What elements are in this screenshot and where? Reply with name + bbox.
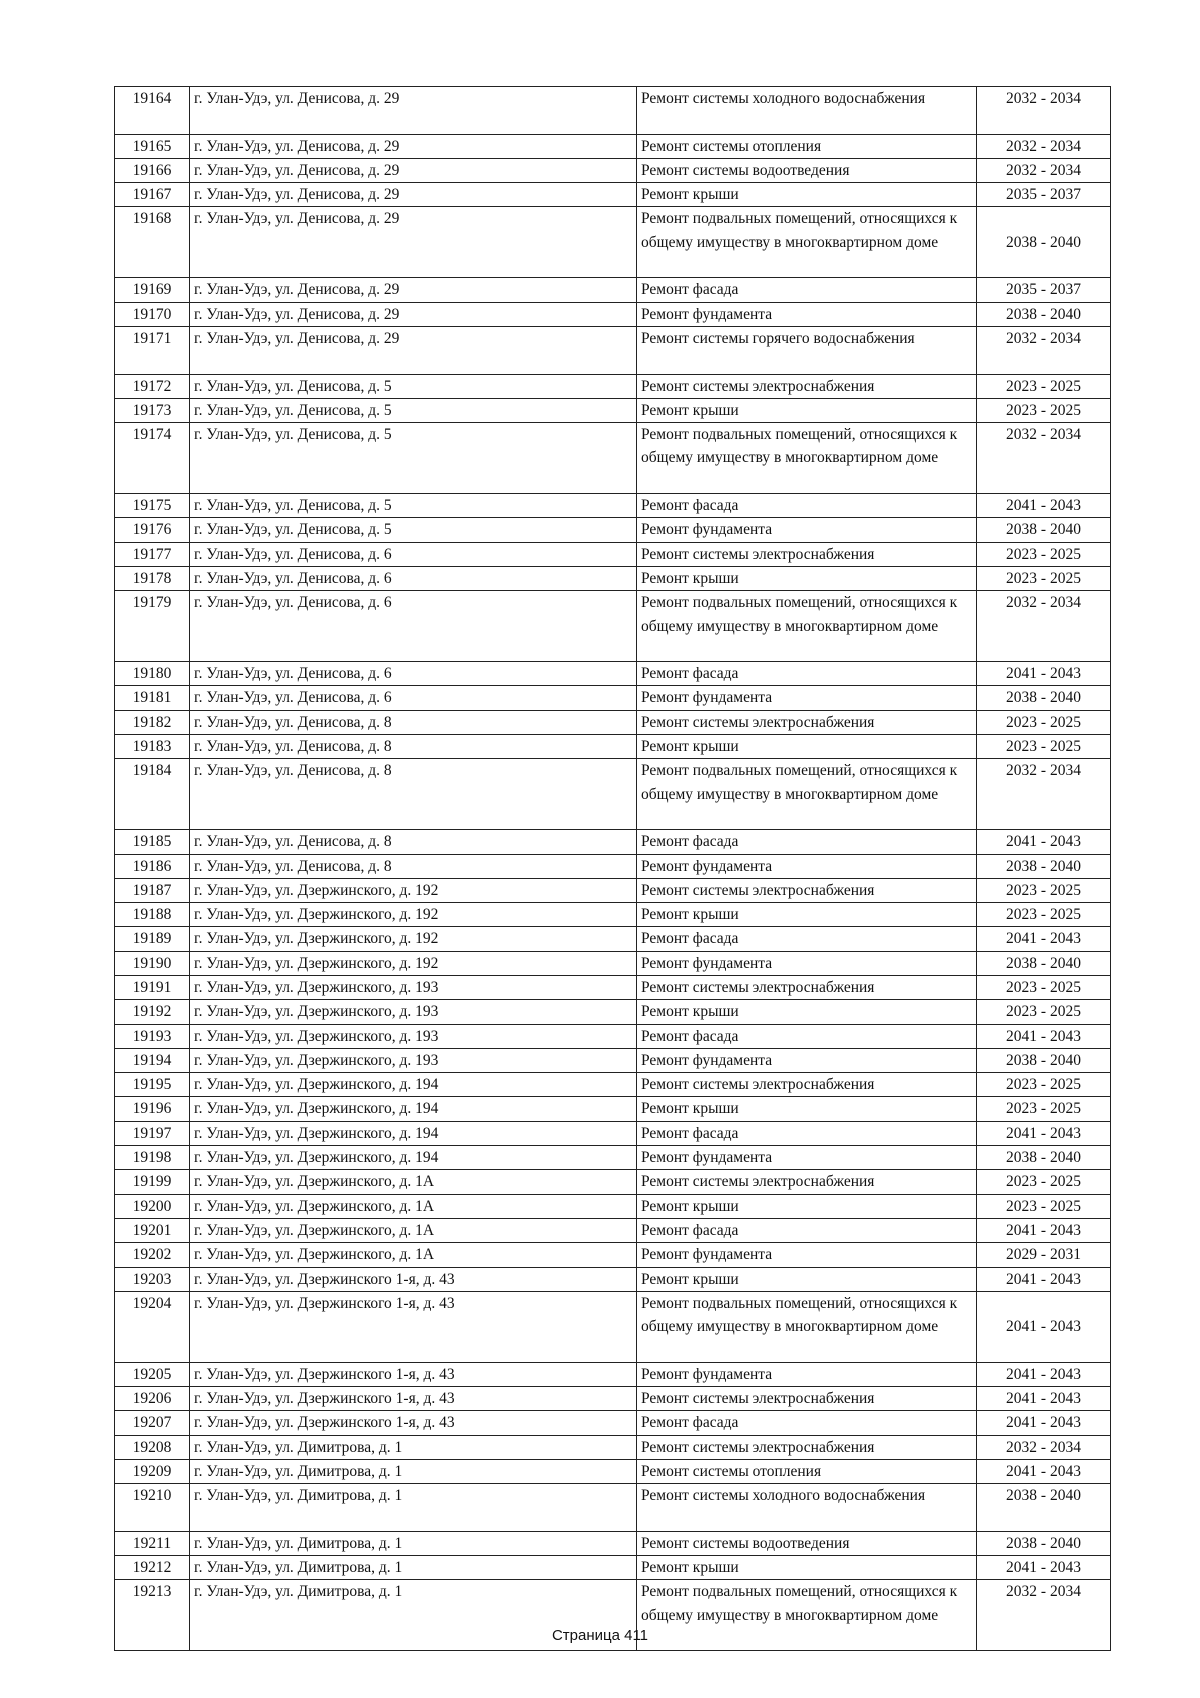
row-period: 2032 - 2034 xyxy=(977,1580,1111,1651)
row-number: 19184 xyxy=(115,759,190,830)
row-address: г. Улан-Удэ, ул. Дзержинского, д. 194 xyxy=(190,1121,637,1145)
row-number: 19179 xyxy=(115,591,190,662)
row-address: г. Улан-Удэ, ул. Дзержинского, д. 193 xyxy=(190,1024,637,1048)
row-period: 2023 - 2025 xyxy=(977,878,1111,902)
table-row xyxy=(115,1097,1111,1121)
row-work-type: Ремонт фундамента xyxy=(637,951,977,975)
row-work-type: Ремонт фасада xyxy=(637,278,977,302)
table-row xyxy=(115,1531,1111,1555)
row-address: г. Улан-Удэ, ул. Денисова, д. 29 xyxy=(190,87,637,135)
row-address: г. Улан-Удэ, ул. Денисова, д. 5 xyxy=(190,398,637,422)
row-number: 19196 xyxy=(115,1097,190,1121)
row-work-type: Ремонт системы электроснабжения xyxy=(637,1387,977,1411)
row-address: г. Улан-Удэ, ул. Денисова, д. 29 xyxy=(190,183,637,207)
row-number: 19182 xyxy=(115,710,190,734)
row-number: 19171 xyxy=(115,326,190,374)
row-work-type: Ремонт крыши xyxy=(637,1000,977,1024)
row-address: г. Улан-Удэ, ул. Денисова, д. 8 xyxy=(190,735,637,759)
table-row xyxy=(115,1435,1111,1459)
row-address: г. Улан-Удэ, ул. Дзержинского, д. 192 xyxy=(190,951,637,975)
row-number: 19168 xyxy=(115,207,190,278)
table-row xyxy=(115,1048,1111,1072)
table-row xyxy=(115,1267,1111,1291)
row-number: 19185 xyxy=(115,830,190,854)
table-row xyxy=(115,1484,1111,1532)
row-number: 19175 xyxy=(115,494,190,518)
row-period: 2041 - 2043 xyxy=(977,1411,1111,1435)
row-period: 2041 - 2043 xyxy=(977,662,1111,686)
row-number: 19201 xyxy=(115,1218,190,1242)
row-work-type: Ремонт фундамента xyxy=(637,854,977,878)
table-row xyxy=(115,710,1111,734)
row-period: 2041 - 2043 xyxy=(977,1267,1111,1291)
row-address: г. Улан-Удэ, ул. Денисова, д. 29 xyxy=(190,326,637,374)
row-work-type: Ремонт крыши xyxy=(637,183,977,207)
row-period: 2023 - 2025 xyxy=(977,1073,1111,1097)
table-row xyxy=(115,1411,1111,1435)
table-row xyxy=(115,1170,1111,1194)
row-address: г. Улан-Удэ, ул. Дзержинского 1-я, д. 43 xyxy=(190,1267,637,1291)
row-address: г. Улан-Удэ, ул. Дзержинского, д. 193 xyxy=(190,1048,637,1072)
row-work-type: Ремонт системы электроснабжения xyxy=(637,975,977,999)
row-number: 19164 xyxy=(115,87,190,135)
row-period: 2023 - 2025 xyxy=(977,1170,1111,1194)
row-period: 2038 - 2040 xyxy=(977,207,1111,278)
row-period: 2041 - 2043 xyxy=(977,1024,1111,1048)
table-row xyxy=(115,183,1111,207)
row-number: 19174 xyxy=(115,423,190,494)
row-number: 19178 xyxy=(115,566,190,590)
row-address: г. Улан-Удэ, ул. Денисова, д. 6 xyxy=(190,566,637,590)
row-work-type: Ремонт фасада xyxy=(637,1411,977,1435)
table-row xyxy=(115,207,1111,278)
row-work-type: Ремонт подвальных помещений, относящихся к общему имуществу в многоквартирном доме xyxy=(637,423,977,494)
row-work-type: Ремонт фасада xyxy=(637,830,977,854)
table-row xyxy=(115,759,1111,830)
table-row xyxy=(115,423,1111,494)
table-row xyxy=(115,1459,1111,1483)
row-work-type: Ремонт системы электроснабжения xyxy=(637,374,977,398)
row-work-type: Ремонт крыши xyxy=(637,1097,977,1121)
row-period: 2023 - 2025 xyxy=(977,735,1111,759)
row-work-type: Ремонт фасада xyxy=(637,1218,977,1242)
table-row xyxy=(115,975,1111,999)
row-number: 19165 xyxy=(115,134,190,158)
table-row xyxy=(115,87,1111,135)
table-row xyxy=(115,1387,1111,1411)
row-work-type: Ремонт системы водоотведения xyxy=(637,158,977,182)
row-number: 19190 xyxy=(115,951,190,975)
row-address: г. Улан-Удэ, ул. Денисова, д. 29 xyxy=(190,302,637,326)
row-period: 2023 - 2025 xyxy=(977,1097,1111,1121)
row-period: 2041 - 2043 xyxy=(977,1291,1111,1362)
row-work-type: Ремонт фундамента xyxy=(637,686,977,710)
row-number: 19177 xyxy=(115,542,190,566)
row-period: 2041 - 2043 xyxy=(977,1459,1111,1483)
row-work-type: Ремонт крыши xyxy=(637,903,977,927)
row-number: 19176 xyxy=(115,518,190,542)
table-row xyxy=(115,951,1111,975)
row-number: 19200 xyxy=(115,1194,190,1218)
table-row xyxy=(115,1146,1111,1170)
row-number: 19166 xyxy=(115,158,190,182)
row-number: 19187 xyxy=(115,878,190,902)
row-period: 2023 - 2025 xyxy=(977,374,1111,398)
row-period: 2032 - 2034 xyxy=(977,134,1111,158)
row-work-type: Ремонт подвальных помещений, относящихся к общему имуществу в многоквартирном доме xyxy=(637,759,977,830)
row-period: 2038 - 2040 xyxy=(977,686,1111,710)
row-number: 19189 xyxy=(115,927,190,951)
row-work-type: Ремонт подвальных помещений, относящихся к общему имуществу в многоквартирном доме xyxy=(637,591,977,662)
row-period: 2023 - 2025 xyxy=(977,398,1111,422)
row-period: 2041 - 2043 xyxy=(977,494,1111,518)
row-number: 19195 xyxy=(115,1073,190,1097)
row-period: 2041 - 2043 xyxy=(977,927,1111,951)
row-address: г. Улан-Удэ, ул. Дзержинского 1-я, д. 43 xyxy=(190,1387,637,1411)
row-address: г. Улан-Удэ, ул. Дзержинского, д. 1А xyxy=(190,1170,637,1194)
row-period: 2023 - 2025 xyxy=(977,975,1111,999)
table-row xyxy=(115,878,1111,902)
row-number: 19205 xyxy=(115,1362,190,1386)
table-row xyxy=(115,1556,1111,1580)
row-address: г. Улан-Удэ, ул. Денисова, д. 6 xyxy=(190,591,637,662)
row-work-type: Ремонт крыши xyxy=(637,566,977,590)
row-address: г. Улан-Удэ, ул. Дзержинского, д. 1А xyxy=(190,1194,637,1218)
row-work-type: Ремонт системы горячего водоснабжения xyxy=(637,326,977,374)
table-row xyxy=(115,1073,1111,1097)
row-number: 19209 xyxy=(115,1459,190,1483)
row-number: 19210 xyxy=(115,1484,190,1532)
table-row xyxy=(115,830,1111,854)
row-work-type: Ремонт фасада xyxy=(637,927,977,951)
row-number: 19169 xyxy=(115,278,190,302)
row-work-type: Ремонт системы электроснабжения xyxy=(637,1435,977,1459)
row-address: г. Улан-Удэ, ул. Дзержинского, д. 192 xyxy=(190,927,637,951)
row-work-type: Ремонт системы холодного водоснабжения xyxy=(637,1484,977,1532)
row-number: 19212 xyxy=(115,1556,190,1580)
row-work-type: Ремонт системы отопления xyxy=(637,134,977,158)
table-row xyxy=(115,591,1111,662)
row-period: 2023 - 2025 xyxy=(977,542,1111,566)
row-period: 2032 - 2034 xyxy=(977,326,1111,374)
row-number: 19183 xyxy=(115,735,190,759)
row-period: 2023 - 2025 xyxy=(977,566,1111,590)
row-number: 19211 xyxy=(115,1531,190,1555)
row-period: 2035 - 2037 xyxy=(977,183,1111,207)
table-body xyxy=(115,87,1111,1651)
table-row xyxy=(115,566,1111,590)
row-work-type: Ремонт системы электроснабжения xyxy=(637,1170,977,1194)
table-row xyxy=(115,1024,1111,1048)
table-row xyxy=(115,1218,1111,1242)
row-period: 2038 - 2040 xyxy=(977,1146,1111,1170)
row-period: 2041 - 2043 xyxy=(977,830,1111,854)
table-row xyxy=(115,1362,1111,1386)
row-number: 19207 xyxy=(115,1411,190,1435)
row-period: 2023 - 2025 xyxy=(977,903,1111,927)
row-period: 2023 - 2025 xyxy=(977,1194,1111,1218)
table-row xyxy=(115,686,1111,710)
row-address: г. Улан-Удэ, ул. Димитрова, д. 1 xyxy=(190,1556,637,1580)
row-work-type: Ремонт системы электроснабжения xyxy=(637,1073,977,1097)
row-number: 19202 xyxy=(115,1243,190,1267)
table-row xyxy=(115,1243,1111,1267)
row-address: г. Улан-Удэ, ул. Дзержинского, д. 193 xyxy=(190,975,637,999)
row-period: 2041 - 2043 xyxy=(977,1556,1111,1580)
row-number: 19172 xyxy=(115,374,190,398)
row-number: 19181 xyxy=(115,686,190,710)
row-address: г. Улан-Удэ, ул. Денисова, д. 5 xyxy=(190,494,637,518)
table-row xyxy=(115,302,1111,326)
row-number: 19192 xyxy=(115,1000,190,1024)
row-address: г. Улан-Удэ, ул. Дзержинского 1-я, д. 43 xyxy=(190,1291,637,1362)
row-period: 2023 - 2025 xyxy=(977,1000,1111,1024)
row-period: 2038 - 2040 xyxy=(977,951,1111,975)
row-period: 2038 - 2040 xyxy=(977,1531,1111,1555)
row-period: 2041 - 2043 xyxy=(977,1362,1111,1386)
row-work-type: Ремонт фундамента xyxy=(637,1146,977,1170)
row-work-type: Ремонт системы холодного водоснабжения xyxy=(637,87,977,135)
row-address: г. Улан-Удэ, ул. Денисова, д. 6 xyxy=(190,662,637,686)
row-period: 2038 - 2040 xyxy=(977,518,1111,542)
row-number: 19204 xyxy=(115,1291,190,1362)
row-period: 2041 - 2043 xyxy=(977,1387,1111,1411)
row-period: 2032 - 2034 xyxy=(977,759,1111,830)
row-number: 19203 xyxy=(115,1267,190,1291)
table-row xyxy=(115,326,1111,374)
row-period: 2035 - 2037 xyxy=(977,278,1111,302)
row-period: 2038 - 2040 xyxy=(977,1048,1111,1072)
row-period: 2041 - 2043 xyxy=(977,1121,1111,1145)
row-address: г. Улан-Удэ, ул. Димитрова, д. 1 xyxy=(190,1580,637,1651)
row-number: 19206 xyxy=(115,1387,190,1411)
row-period: 2029 - 2031 xyxy=(977,1243,1111,1267)
row-address: г. Улан-Удэ, ул. Денисова, д. 6 xyxy=(190,542,637,566)
table-row xyxy=(115,1121,1111,1145)
table-row xyxy=(115,278,1111,302)
table-row xyxy=(115,542,1111,566)
row-address: г. Улан-Удэ, ул. Дзержинского, д. 194 xyxy=(190,1097,637,1121)
row-address: г. Улан-Удэ, ул. Димитрова, д. 1 xyxy=(190,1484,637,1532)
row-address: г. Улан-Удэ, ул. Денисова, д. 5 xyxy=(190,374,637,398)
works-table xyxy=(114,86,1111,1651)
row-work-type: Ремонт системы электроснабжения xyxy=(637,542,977,566)
row-period: 2023 - 2025 xyxy=(977,710,1111,734)
row-address: г. Улан-Удэ, ул. Денисова, д. 8 xyxy=(190,854,637,878)
row-period: 2032 - 2034 xyxy=(977,1435,1111,1459)
page-number: Страница 411 xyxy=(551,1627,649,1644)
row-work-type: Ремонт системы электроснабжения xyxy=(637,878,977,902)
row-work-type: Ремонт фундамента xyxy=(637,1362,977,1386)
row-work-type: Ремонт фасада xyxy=(637,1024,977,1048)
row-address: г. Улан-Удэ, ул. Димитрова, д. 1 xyxy=(190,1435,637,1459)
row-work-type: Ремонт подвальных помещений, относящихся к общему имуществу в многоквартирном доме xyxy=(637,1580,977,1651)
row-number: 19186 xyxy=(115,854,190,878)
row-number: 19180 xyxy=(115,662,190,686)
table-row xyxy=(115,134,1111,158)
row-address: г. Улан-Удэ, ул. Дзержинского, д. 194 xyxy=(190,1146,637,1170)
row-work-type: Ремонт системы электроснабжения xyxy=(637,710,977,734)
row-period: 2038 - 2040 xyxy=(977,302,1111,326)
row-work-type: Ремонт фундамента xyxy=(637,1243,977,1267)
row-number: 19213 xyxy=(115,1580,190,1651)
row-number: 19198 xyxy=(115,1146,190,1170)
row-work-type: Ремонт системы водоотведения xyxy=(637,1531,977,1555)
row-number: 19167 xyxy=(115,183,190,207)
row-period: 2038 - 2040 xyxy=(977,1484,1111,1532)
row-work-type: Ремонт подвальных помещений, относящихся к общему имуществу в многоквартирном доме xyxy=(637,1291,977,1362)
row-number: 19199 xyxy=(115,1170,190,1194)
table-row xyxy=(115,398,1111,422)
row-number: 19197 xyxy=(115,1121,190,1145)
row-address: г. Улан-Удэ, ул. Денисова, д. 29 xyxy=(190,278,637,302)
row-number: 19170 xyxy=(115,302,190,326)
row-number: 19191 xyxy=(115,975,190,999)
table-row xyxy=(115,854,1111,878)
row-work-type: Ремонт системы отопления xyxy=(637,1459,977,1483)
row-address: г. Улан-Удэ, ул. Денисова, д. 29 xyxy=(190,207,637,278)
row-address: г. Улан-Удэ, ул. Дзержинского, д. 1А xyxy=(190,1243,637,1267)
row-address: г. Улан-Удэ, ул. Дзержинского 1-я, д. 43 xyxy=(190,1411,637,1435)
row-work-type: Ремонт фасада xyxy=(637,494,977,518)
row-address: г. Улан-Удэ, ул. Денисова, д. 8 xyxy=(190,830,637,854)
row-address: г. Улан-Удэ, ул. Дзержинского, д. 193 xyxy=(190,1000,637,1024)
table-row xyxy=(115,518,1111,542)
row-work-type: Ремонт крыши xyxy=(637,1556,977,1580)
table-row xyxy=(115,735,1111,759)
row-work-type: Ремонт крыши xyxy=(637,735,977,759)
row-work-type: Ремонт фундамента xyxy=(637,302,977,326)
row-number: 19173 xyxy=(115,398,190,422)
row-number: 19194 xyxy=(115,1048,190,1072)
row-address: г. Улан-Удэ, ул. Денисова, д. 5 xyxy=(190,518,637,542)
row-period: 2041 - 2043 xyxy=(977,1218,1111,1242)
row-period: 2038 - 2040 xyxy=(977,854,1111,878)
row-work-type: Ремонт фасада xyxy=(637,1121,977,1145)
row-address: г. Улан-Удэ, ул. Денисова, д. 8 xyxy=(190,710,637,734)
row-address: г. Улан-Удэ, ул. Денисова, д. 8 xyxy=(190,759,637,830)
table-row xyxy=(115,662,1111,686)
row-address: г. Улан-Удэ, ул. Дзержинского, д. 192 xyxy=(190,878,637,902)
row-period: 2032 - 2034 xyxy=(977,87,1111,135)
table-row xyxy=(115,374,1111,398)
row-address: г. Улан-Удэ, ул. Денисова, д. 29 xyxy=(190,158,637,182)
table-row xyxy=(115,494,1111,518)
table-row xyxy=(115,1194,1111,1218)
row-address: г. Улан-Удэ, ул. Димитрова, д. 1 xyxy=(190,1531,637,1555)
row-work-type: Ремонт фасада xyxy=(637,662,977,686)
table-row xyxy=(115,1000,1111,1024)
row-number: 19208 xyxy=(115,1435,190,1459)
row-work-type: Ремонт фундамента xyxy=(637,1048,977,1072)
row-number: 19193 xyxy=(115,1024,190,1048)
row-address: г. Улан-Удэ, ул. Дзержинского, д. 194 xyxy=(190,1073,637,1097)
row-address: г. Улан-Удэ, ул. Денисова, д. 6 xyxy=(190,686,637,710)
row-address: г. Улан-Удэ, ул. Дзержинского, д. 192 xyxy=(190,903,637,927)
row-work-type: Ремонт крыши xyxy=(637,1194,977,1218)
row-number: 19188 xyxy=(115,903,190,927)
row-address: г. Улан-Удэ, ул. Денисова, д. 29 xyxy=(190,134,637,158)
row-work-type: Ремонт подвальных помещений, относящихся к общему имуществу в многоквартирном доме xyxy=(637,207,977,278)
row-work-type: Ремонт крыши xyxy=(637,1267,977,1291)
row-address: г. Улан-Удэ, ул. Денисова, д. 5 xyxy=(190,423,637,494)
row-work-type: Ремонт фундамента xyxy=(637,518,977,542)
table-row xyxy=(115,1291,1111,1362)
row-period: 2032 - 2034 xyxy=(977,423,1111,494)
row-work-type: Ремонт крыши xyxy=(637,398,977,422)
row-period: 2032 - 2034 xyxy=(977,591,1111,662)
table-row xyxy=(115,927,1111,951)
table-row xyxy=(115,903,1111,927)
row-period: 2032 - 2034 xyxy=(977,158,1111,182)
row-address: г. Улан-Удэ, ул. Дзержинского, д. 1А xyxy=(190,1218,637,1242)
row-address: г. Улан-Удэ, ул. Димитрова, д. 1 xyxy=(190,1459,637,1483)
table-row xyxy=(115,158,1111,182)
row-address: г. Улан-Удэ, ул. Дзержинского 1-я, д. 43 xyxy=(190,1362,637,1386)
